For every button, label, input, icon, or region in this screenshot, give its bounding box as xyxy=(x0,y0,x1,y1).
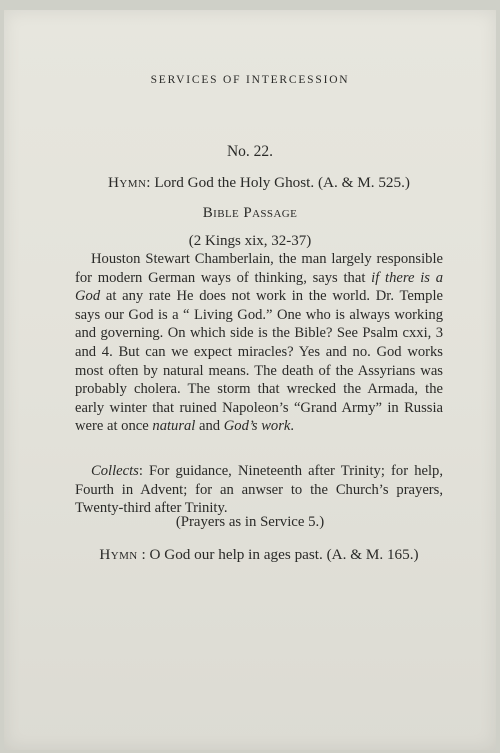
hymn-label: Hymn xyxy=(108,174,147,191)
paragraph-text: and xyxy=(195,418,224,435)
hymn-text: : O God our help in ages past. (A. & M. 165.) xyxy=(137,546,419,563)
collects-label: Collects xyxy=(91,463,139,479)
collects-paragraph xyxy=(75,462,443,518)
hymn-text: : Lord God the Holy Ghost. (A. & M. 525.) xyxy=(146,174,410,191)
paragraph-italic: natural xyxy=(152,418,196,435)
paragraph-italic: if there is a God xyxy=(75,269,444,305)
paragraph-text: Houston Stewart Chamberlain, the man largely responsible for modern German ways of thinking, says that xyxy=(75,251,443,286)
bible-passage-heading: Bible Passage xyxy=(202,205,298,221)
running-head: SERVICES OF INTERCESSION xyxy=(150,74,350,86)
collects-text: : For guidance, Nineteenth after Trinity; for help, Fourth in Advent; for an anwser to the Church’s prayers, Twenty-third after Trinity. xyxy=(75,463,443,517)
paragraph-text: . xyxy=(290,418,295,435)
body-paragraph xyxy=(75,250,443,436)
bible-reference: (2 Kings xix, 32-37) xyxy=(188,233,312,249)
paragraph-italic: God’s work xyxy=(223,418,291,435)
paragraph-text: at any rate He does not work in the world. Dr. Temple says our God is a “ Living God.” One who is always working and governing. On which side is the Bible? See Psalm cxxi, 3 and 4. But can we expect miracles? Yes and no. God works most often by natural means. The death of the Assyrians was probably cholera. The storm that wrecked the Armada, the early winter that ruined Napoleon’s “Grand Army” in Russia were at once xyxy=(75,288,443,435)
hymn-line-1 xyxy=(75,173,443,192)
hymn-line-2 xyxy=(75,545,443,564)
hymn-label: Hymn xyxy=(99,546,138,563)
prayers-note: (Prayers as in Service 5.) xyxy=(175,514,325,530)
service-number: No. 22. xyxy=(226,143,274,160)
